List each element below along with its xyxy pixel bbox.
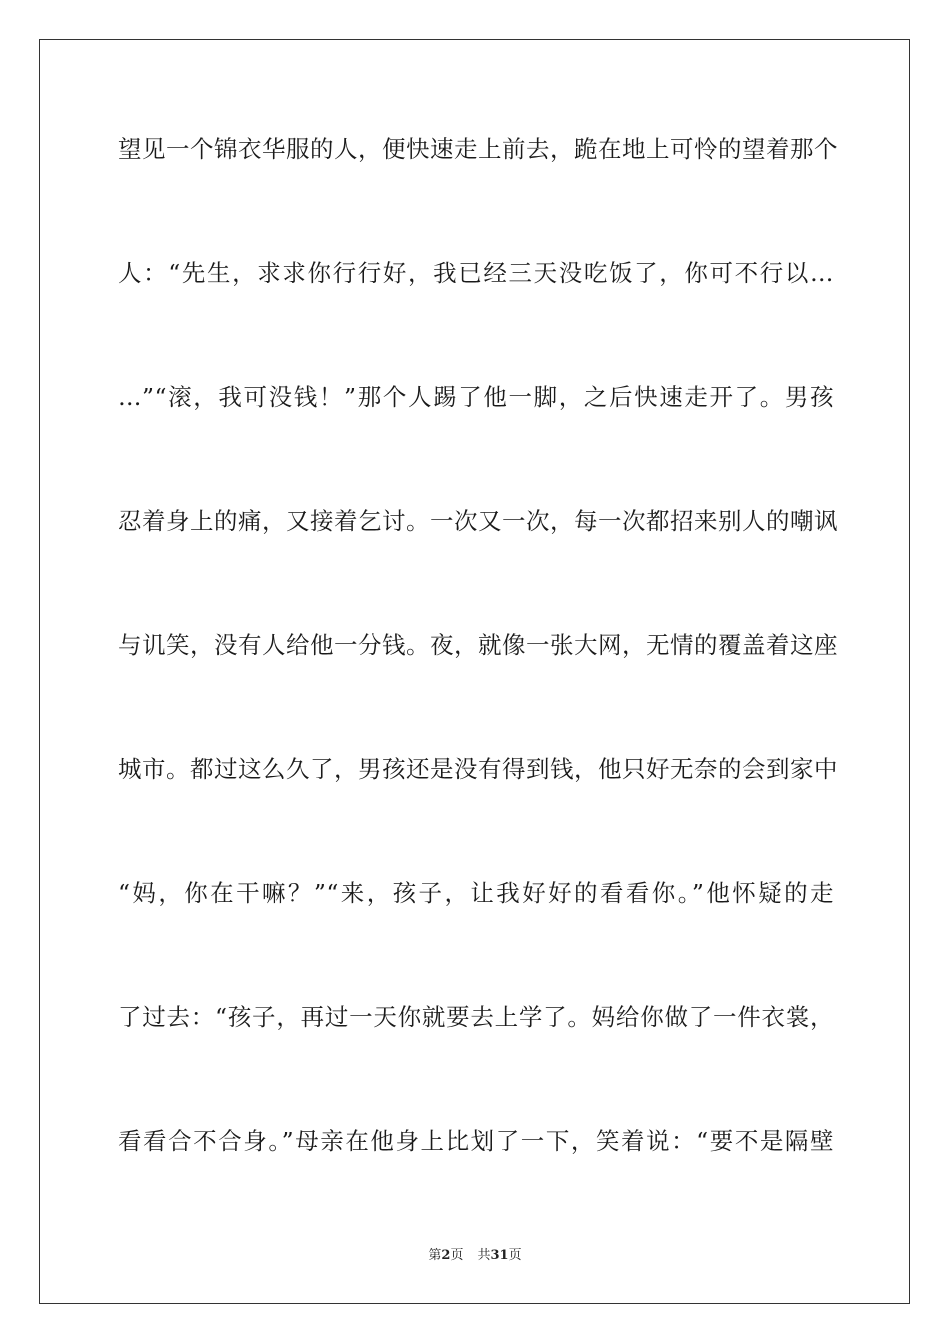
text-line-5: 与讥笑，没有人给他一分钱。夜，就像一张大网，无情的覆盖着这座 [118, 631, 838, 659]
total-suffix: 页 [508, 1248, 522, 1263]
text-line-6: 城市。都过这么久了，男孩还是没有得到钱，他只好无奈的会到家中 [118, 755, 838, 783]
page-number: 2 [441, 1248, 451, 1263]
text-line-4: 忍着身上的痛，又接着乞讨。一次又一次，每一次都招来别人的嘲讽 [118, 507, 838, 535]
total-pages: 31 [490, 1248, 509, 1263]
text-line-9: 看看合不合身。”母亲在他身上比划了一下，笑着说：“要不是隔壁 [118, 1127, 834, 1155]
text-line-2: 人：“先生，求求你行行好，我已经三天没吃饭了，你可不行以… [118, 259, 834, 287]
text-line-7: “妈，你在干嘛？”“来，孩子，让我好好的看看你。”他怀疑的走 [118, 879, 834, 907]
text-line-1: 望见一个锦衣华服的人，便快速走上前去，跪在地上可怜的望着那个 [118, 135, 838, 163]
total-prefix: 共 [477, 1248, 491, 1263]
page-prefix: 第 [428, 1248, 442, 1263]
text-line-8: 了过去：“孩子，再过一天你就要去上学了。妈给你做了一件衣裳， [118, 1003, 834, 1031]
page-border [39, 39, 910, 1304]
page-suffix: 页 [450, 1248, 464, 1263]
page-footer [0, 1247, 950, 1265]
text-line-3: …”“滚，我可没钱！”那个人踢了他一脚，之后快速走开了。男孩 [118, 383, 834, 411]
